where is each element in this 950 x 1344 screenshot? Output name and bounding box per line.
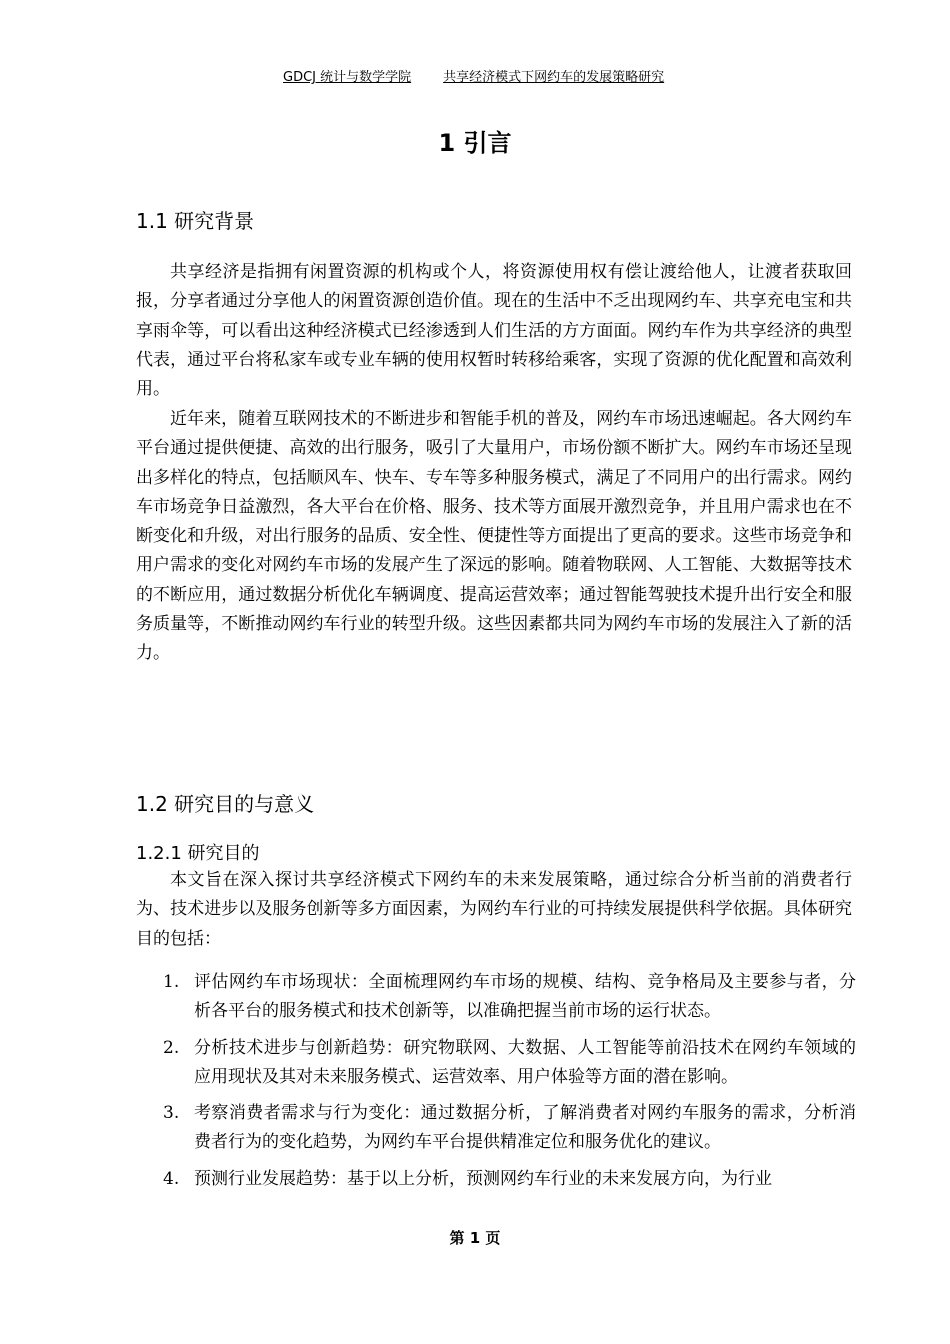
list-item-text: 分析技术进步与创新趋势：研究物联网、大数据、人工智能等前沿技术在网约车领域的应用现状及其对未来服务模式、运营效率、用户体验等方面的潜在影响。 — [194, 1037, 856, 1087]
list-item-number: 1. — [163, 972, 180, 992]
list-item — [136, 1099, 856, 1158]
page-number: 第 1 页 — [449, 1229, 501, 1247]
running-header — [283, 70, 703, 86]
section-heading-1-2: 1.2 研究目的与意义 — [136, 792, 315, 816]
subsection-heading-1-2-1: 1.2.1 研究目的 — [136, 843, 260, 864]
section-heading-1-1: 1.1 研究背景 — [136, 209, 255, 233]
paragraph-background-2: 近年来，随着互联网技术的不断进步和智能手机的普及，网约车市场迅速崛起。各大网约车平台通过提供便捷、高效的出行服务，吸引了大量用户，市场份额不断扩大。网约车市场还呈现出多样化的特点，包括顺风车、快车、专车等多种服务模式，满足了不同用户的出行需求。网约车市场竞争日益激烈，各大平台在价格、服务、技术等方面展开激烈竞争，并且用户需求也在不断变化和升级，对出行服务的品质、安全性、便捷性等方面提出了更高的要求。这些市场竞争和用户需求的变化对网约车市场的发展产生了深远的影响。随着物联网、人工智能、大数据等技术的不断应用，通过数据分析优化车辆调度、提高运营效率；通过智能驾驶技术提升出行安全和服务质量等，不断推动网约车行业的转型升级。这些因素都共同为网约车市场的发展注入了新的活力。 — [136, 409, 852, 664]
list-item — [136, 1165, 856, 1194]
list-item-number: 3. — [163, 1103, 180, 1124]
paragraph-background-1: 共享经济是指拥有闲置资源的机构或个人，将资源使用权有偿让渡给他人，让渡者获取回报，分享者通过分享他人的闲置资源创造价值。现在的生活中不乏出现网约车、共享充电宝和共享雨伞等，可以看出这种经济模式已经渗透到人们生活的方方面面。网约车作为共享经济的典型代表，通过平台将私家车或专业车辆的使用权暂时转移给乘客，实现了资源的优化配置和高效利用。 — [136, 262, 852, 400]
list-item-text: 评估网约车市场现状：全面梳理网约车市场的规模、结构、竞争格局及主要参与者，分析各平台的服务模式和技术创新等，以准确把握当前市场的运行状态。 — [194, 972, 856, 1022]
list-item — [136, 968, 856, 1027]
header-paper-title: 共享经济模式下网约车的发展策略研究 — [443, 70, 665, 85]
list-item-text: 预测行业发展趋势：基于以上分析，预测网约车行业的未来发展方向，为行业 — [194, 1168, 772, 1189]
list-item — [136, 1034, 856, 1093]
paragraph-purpose-intro: 本文旨在深入探讨共享经济模式下网约车的未来发展策略，通过综合分析当前的消费者行为、技术进步以及服务创新等多方面因素，为网约车行业的可持续发展提供科学依据。具体研究目的包括： — [136, 870, 852, 949]
chapter-title: 1 引言 — [438, 129, 512, 157]
list-item-number: 4. — [163, 1168, 180, 1189]
purpose-list — [136, 968, 856, 1201]
list-item-number: 2. — [163, 1037, 180, 1058]
header-school: GDCJ 统计与数学学院 — [283, 70, 412, 85]
list-item-text: 考察消费者需求与行为变化：通过数据分析，了解消费者对网约车服务的需求，分析消费者行为的变化趋势，为网约车平台提供精准定位和服务优化的建议。 — [194, 1103, 856, 1153]
